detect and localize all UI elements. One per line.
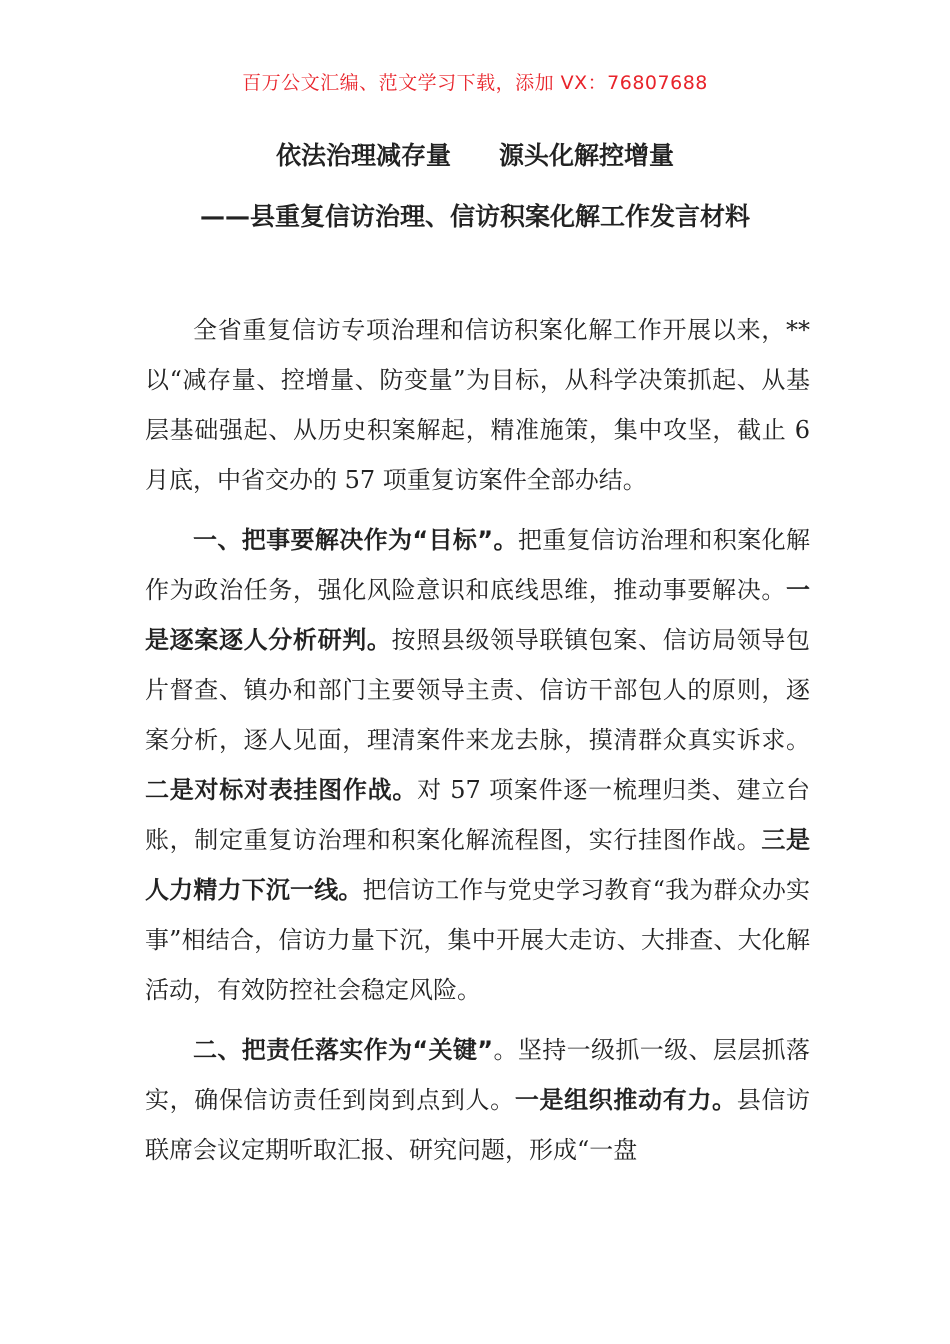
section-2-sub-1: 一是组织推动有力。 bbox=[514, 1086, 737, 1114]
intro-paragraph: 全省重复信访专项治理和信访积案化解工作开展以来，**以“减存量、控增量、防变量”为目标，从科学决策抓起、从基层基础强起、从历史积案解起，精准施策，集中攻坚，截止 6 月底，中省交办的 57 项重复访案件全部办结。 bbox=[145, 316, 810, 494]
header-note: 百万公文汇编、范文学习下载，添加 VX：76807688 bbox=[242, 72, 708, 94]
main-title-right: 源头化解控增量 bbox=[499, 141, 675, 170]
section-1-text-4: 把信访工作与党史学习教育“我为群众办实事”相结合，信访力量下沉，集中开展大走访、大排查、大化解活动，有效防控社会稳定风险。 bbox=[145, 876, 810, 1004]
section-1-paragraph bbox=[145, 515, 810, 1015]
section-2-paragraph bbox=[145, 1025, 810, 1175]
section-1-heading: 一、把事要解决作为“目标”。 bbox=[193, 526, 518, 554]
section-1-text-1: 把重复信访治理和积案化解作为政治任务，强化风险意识和底线思维，推动事要解决。 bbox=[145, 526, 811, 604]
section-1-text-2: 按照县级领导联镇包案、信访局领导包片督查、镇办和部门主要领导主责、信访干部包人的原则，逐案分析，逐人见面，理清案件来龙去脉，摸清群众真实诉求。 bbox=[145, 626, 811, 754]
section-1-sub-3: 三是人力精力下沉一线。 bbox=[145, 826, 811, 904]
document-body bbox=[145, 305, 810, 1175]
subtitle: ——县重复信访治理、信访积案化解工作发言材料 bbox=[199, 202, 750, 231]
section-2-heading: 二、把责任落实作为“关键” bbox=[193, 1036, 494, 1064]
section-1-text-3: 对 57 项案件逐一梳理归类、建立台账，制定重复访治理和积案化解流程图，实行挂图作战。 bbox=[145, 776, 810, 854]
section-2-text-2: 县信访联席会议定期听取汇报、研究问题，形成“一盘 bbox=[145, 1086, 811, 1164]
main-title-left: 依法治理减存量 bbox=[275, 141, 451, 170]
section-1-sub-2: 二是对标对表挂图作战。 bbox=[145, 776, 418, 804]
section-1-sub-1: 一是逐案逐人分析研判。 bbox=[145, 576, 810, 654]
main-title bbox=[0, 136, 950, 172]
section-2-text-1: 。坚持一级抓一级、层层抓落实，确保信访责任到岗到点到人。 bbox=[145, 1036, 811, 1114]
